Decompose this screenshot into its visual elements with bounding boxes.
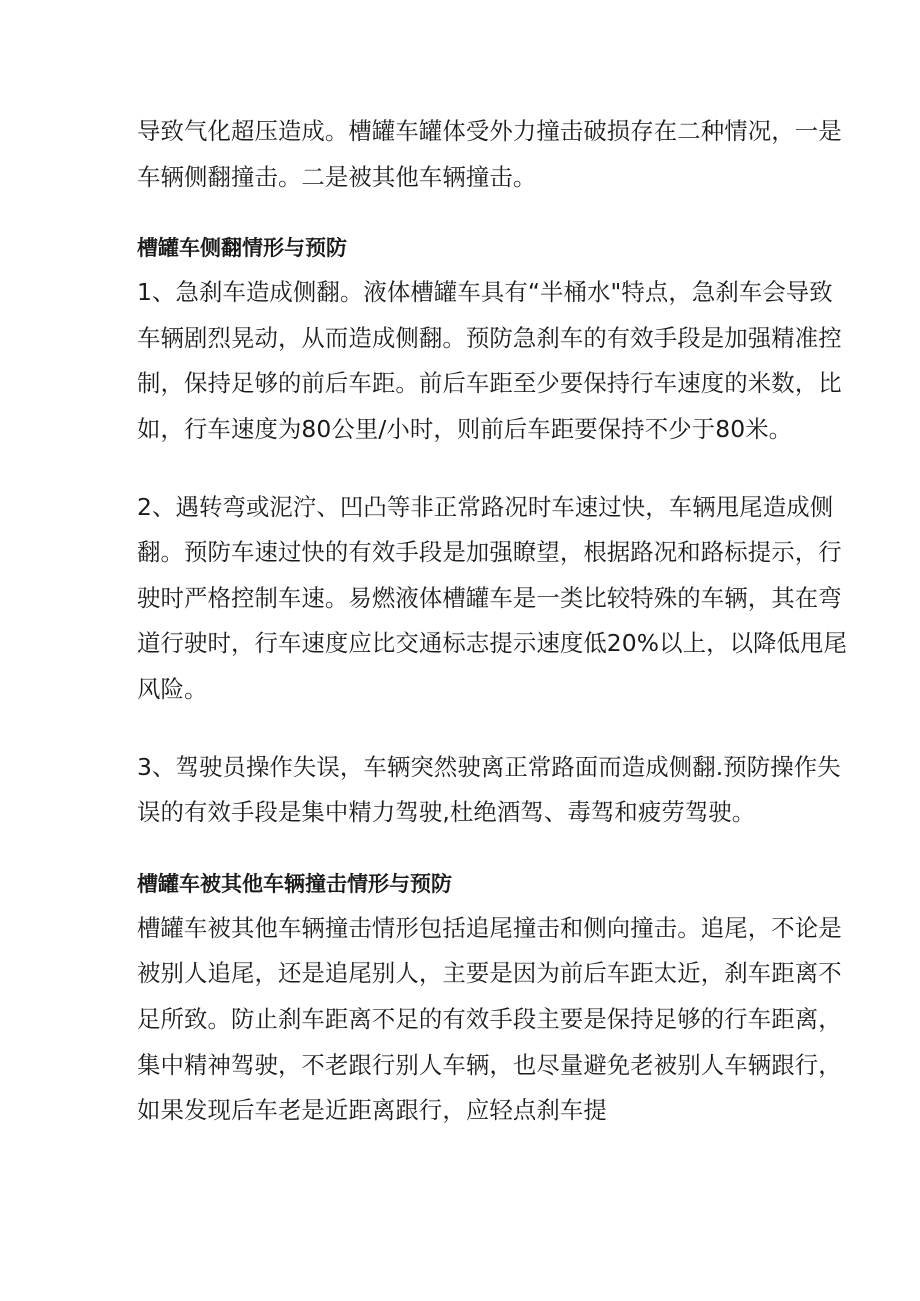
text-line: 翻。预防车速过快的有效手段是加强瞭望，根据路况和路标提示，行: [137, 538, 842, 567]
text-line: 导致气化超压造成。槽罐车罐体受外力撞击破损存在二种情况，一是: [137, 117, 842, 145]
text-line: 槽罐车被其他车辆撞击情形包括追尾撞击和侧向撞击。追尾，不论是: [137, 913, 842, 942]
section-heading-rollover: 槽罐车侧翻情形与预防: [137, 236, 347, 261]
text-line: 车辆剧烈晃动，从而造成侧翻。预防急刹车的有效手段是加强精准控: [137, 323, 842, 352]
text-line: 误的有效手段是集中精力驾驶,杜绝酒驾、毒驾和疲劳驾驶。: [137, 798, 756, 827]
text-line: 2、遇转弯或泥泞、凹凸等非正常路况时车速过快，车辆甩尾造成侧: [137, 492, 834, 521]
text-line: 如，行车速度为80公里/小时，则前后车距要保持不少于80米。: [137, 414, 793, 443]
paragraph-speeding-turns: [137, 485, 848, 713]
text-line: 被别人追尾，还是追尾别人，主要是因为前后车距太近，刹车距离不: [137, 959, 842, 988]
paragraph-hard-braking: [137, 270, 842, 452]
text-line: 3、驾驶员操作失误，车辆突然驶离正常路面而造成侧翻.预防操作失: [137, 752, 841, 781]
text-line: 集中精神驾驶，不老跟行别人车辆，也尽量避免老被别人车辆跟行，: [137, 1050, 842, 1079]
text-line: 驶时严格控制车速。易燃液体槽罐车是一类比较特殊的车辆，其在弯: [137, 583, 842, 612]
text-line: 车辆侧翻撞击。二是被其他车辆撞击。: [137, 162, 537, 191]
text-line: 风险。: [137, 674, 208, 703]
paragraph-collision: [137, 906, 842, 1134]
paragraph-driver-error: [137, 745, 841, 836]
text-line: 制，保持足够的前后车距。前后车距至少要保持行车速度的米数，比: [137, 369, 842, 398]
text-line: 道行驶时，行车速度应比交通标志提示速度低20%以上，以降低甩尾: [137, 629, 848, 658]
text-line: 1、急刹车造成侧翻。液体槽罐车具有“半桶水"特点，急刹车会导致: [137, 278, 833, 307]
section-heading-collision: 槽罐车被其他车辆撞击情形与预防: [137, 871, 452, 896]
intro-paragraph: [137, 109, 842, 200]
text-line: 如果发现后车老是近距离跟行，应轻点刹车提: [137, 1096, 607, 1125]
text-line: 足所致。防止刹车距离不足的有效手段主要是保持足够的行车距离，: [137, 1004, 842, 1033]
